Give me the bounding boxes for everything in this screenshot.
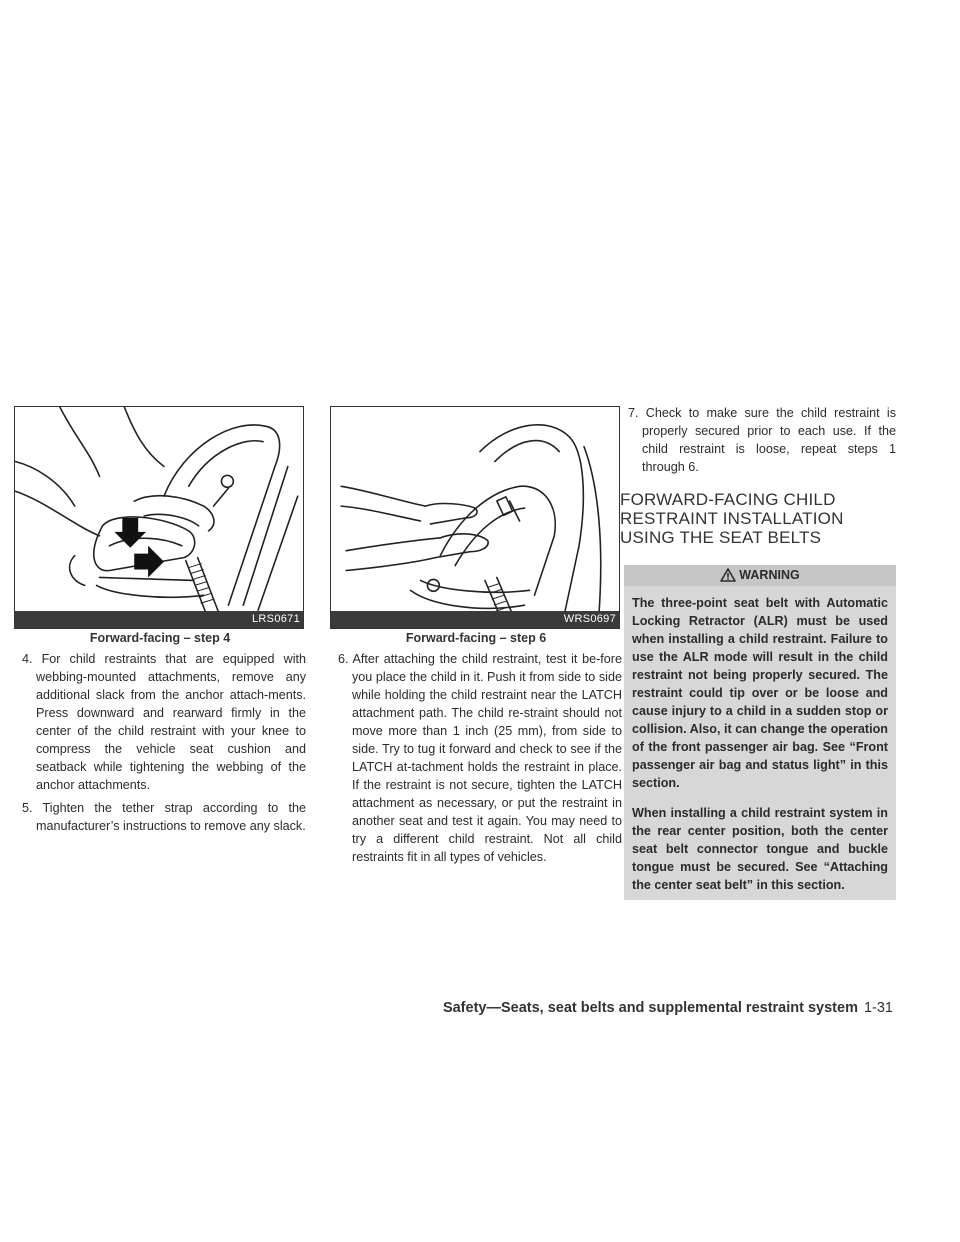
warning-paragraph-2: When installing a child restraint system in the rear center position, both the center seat belt connector tongue and buckle tongue must be secured. See “Attaching the center seat belt” in this section. [632, 806, 888, 892]
warning-paragraph-1: The three-point seat belt with Automatic Locking Retractor (ALR) must be used when installing a child restraint. Failure to use the ALR mode will result in the child restraint not being properly secured. The restraint could tip over or be loose and cause injury to a child in a sudden stop or collision. Also, it can change the operation of the front passenger air bag. See “Front passenger air bag and status light” in this section. [632, 596, 888, 790]
warning-title [624, 565, 896, 586]
page-footer [443, 1000, 893, 1016]
column-left [14, 406, 306, 840]
step-7-text: 7. Check to make sure the child restraint is properly secured prior to each use. If the child restraint is loose, repeat steps 1 through 6. [628, 406, 896, 474]
step-4-text: 4. For child restraints that are equipped with webbing-mounted attachments, remove any additional slack from the anchor attach-ments. Press downward and rearward firmly in the center of the child restraint with your knee to compress the vehicle seat cushion and seatback while tightening the webbing of the anchor attachments. [22, 652, 306, 792]
warning-title-text: WARNING [739, 568, 800, 582]
figure-code: WRS0697 [558, 611, 619, 628]
warning-triangle-icon [720, 568, 736, 582]
warning-box [624, 565, 896, 900]
section-heading: FORWARD-FACING CHILD RESTRAINT INSTALLATION USING THE SEAT BELTS [620, 490, 844, 547]
illustration-forward-facing-step-4 [15, 407, 303, 628]
figure-caption: Forward-facing – step 4 [89, 631, 231, 645]
column-middle [330, 406, 622, 871]
footer-section-title: Safety—Seats, seat belts and supplemental restraint system [442, 1000, 858, 1016]
figure-caption: Forward-facing – step 6 [405, 631, 547, 645]
page-number: 1-31 [863, 1000, 893, 1016]
step-5-text: 5. Tighten the tether strap according to the manufacturer’s instructions to remove any slack. [22, 801, 306, 833]
figure-code: LRS0671 [246, 611, 303, 628]
column-right [620, 406, 896, 900]
figure-step-6 [330, 406, 620, 629]
figure-step-4 [14, 406, 304, 629]
illustration-forward-facing-step-6 [331, 407, 619, 628]
step-6-text: 6. After attaching the child restraint, test it be-fore you place the child in it. Push it from side to side while holding the child restraint near the LATCH attachment path. The child re-straint should not move more than 1 inch (25 mm), from side to side. Try to tug it forward and check to see if the LATCH at-tachment holds the restraint in place. If the restraint is not secure, tighten the LATCH attachment as necessary, or put the restraint in another seat and test it again. You may need to try a different child restraint. Not all child restraints fit in all types of vehicles. [338, 652, 622, 864]
